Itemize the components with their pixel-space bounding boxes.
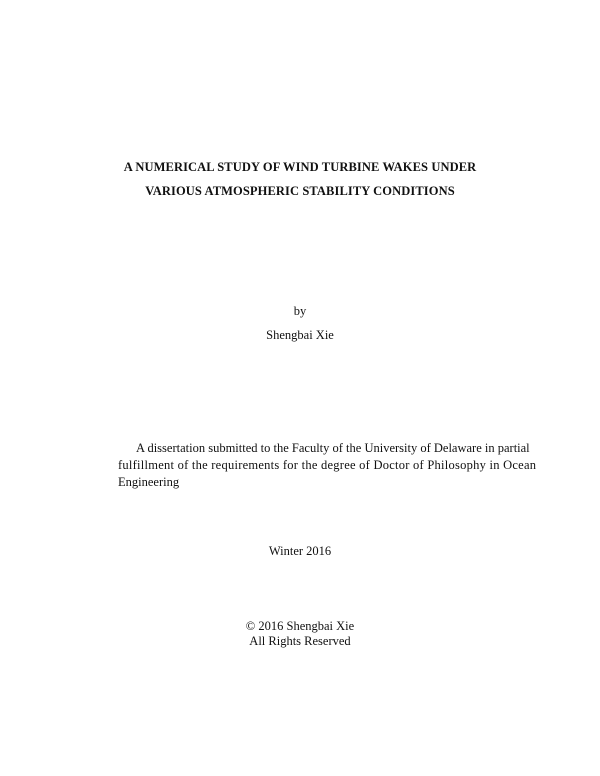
dissertation-title-line-1: A NUMERICAL STUDY OF WIND TURBINE WAKES UNDER <box>123 160 477 174</box>
submission-date: Winter 2016 <box>268 544 332 558</box>
degree-statement-line-1 <box>118 440 530 457</box>
degree-statement-line-1-text: A dissertation submitted to the Faculty of the University of Delaware in partial <box>136 441 530 455</box>
by-label: by <box>293 304 307 318</box>
degree-statement-line-2: fulfillment of the requirements for the degree of Doctor of Philosophy in Ocean <box>118 458 537 472</box>
degree-statement <box>118 440 537 491</box>
copyright-line: © 2016 Shengbai Xie <box>245 619 355 633</box>
degree-statement-line-3: Engineering <box>118 475 180 489</box>
dissertation-title-line-2: VARIOUS ATMOSPHERIC STABILITY CONDITIONS <box>145 184 455 198</box>
author-name: Shengbai Xie <box>266 328 334 342</box>
rights-reserved-line: All Rights Reserved <box>249 634 351 648</box>
